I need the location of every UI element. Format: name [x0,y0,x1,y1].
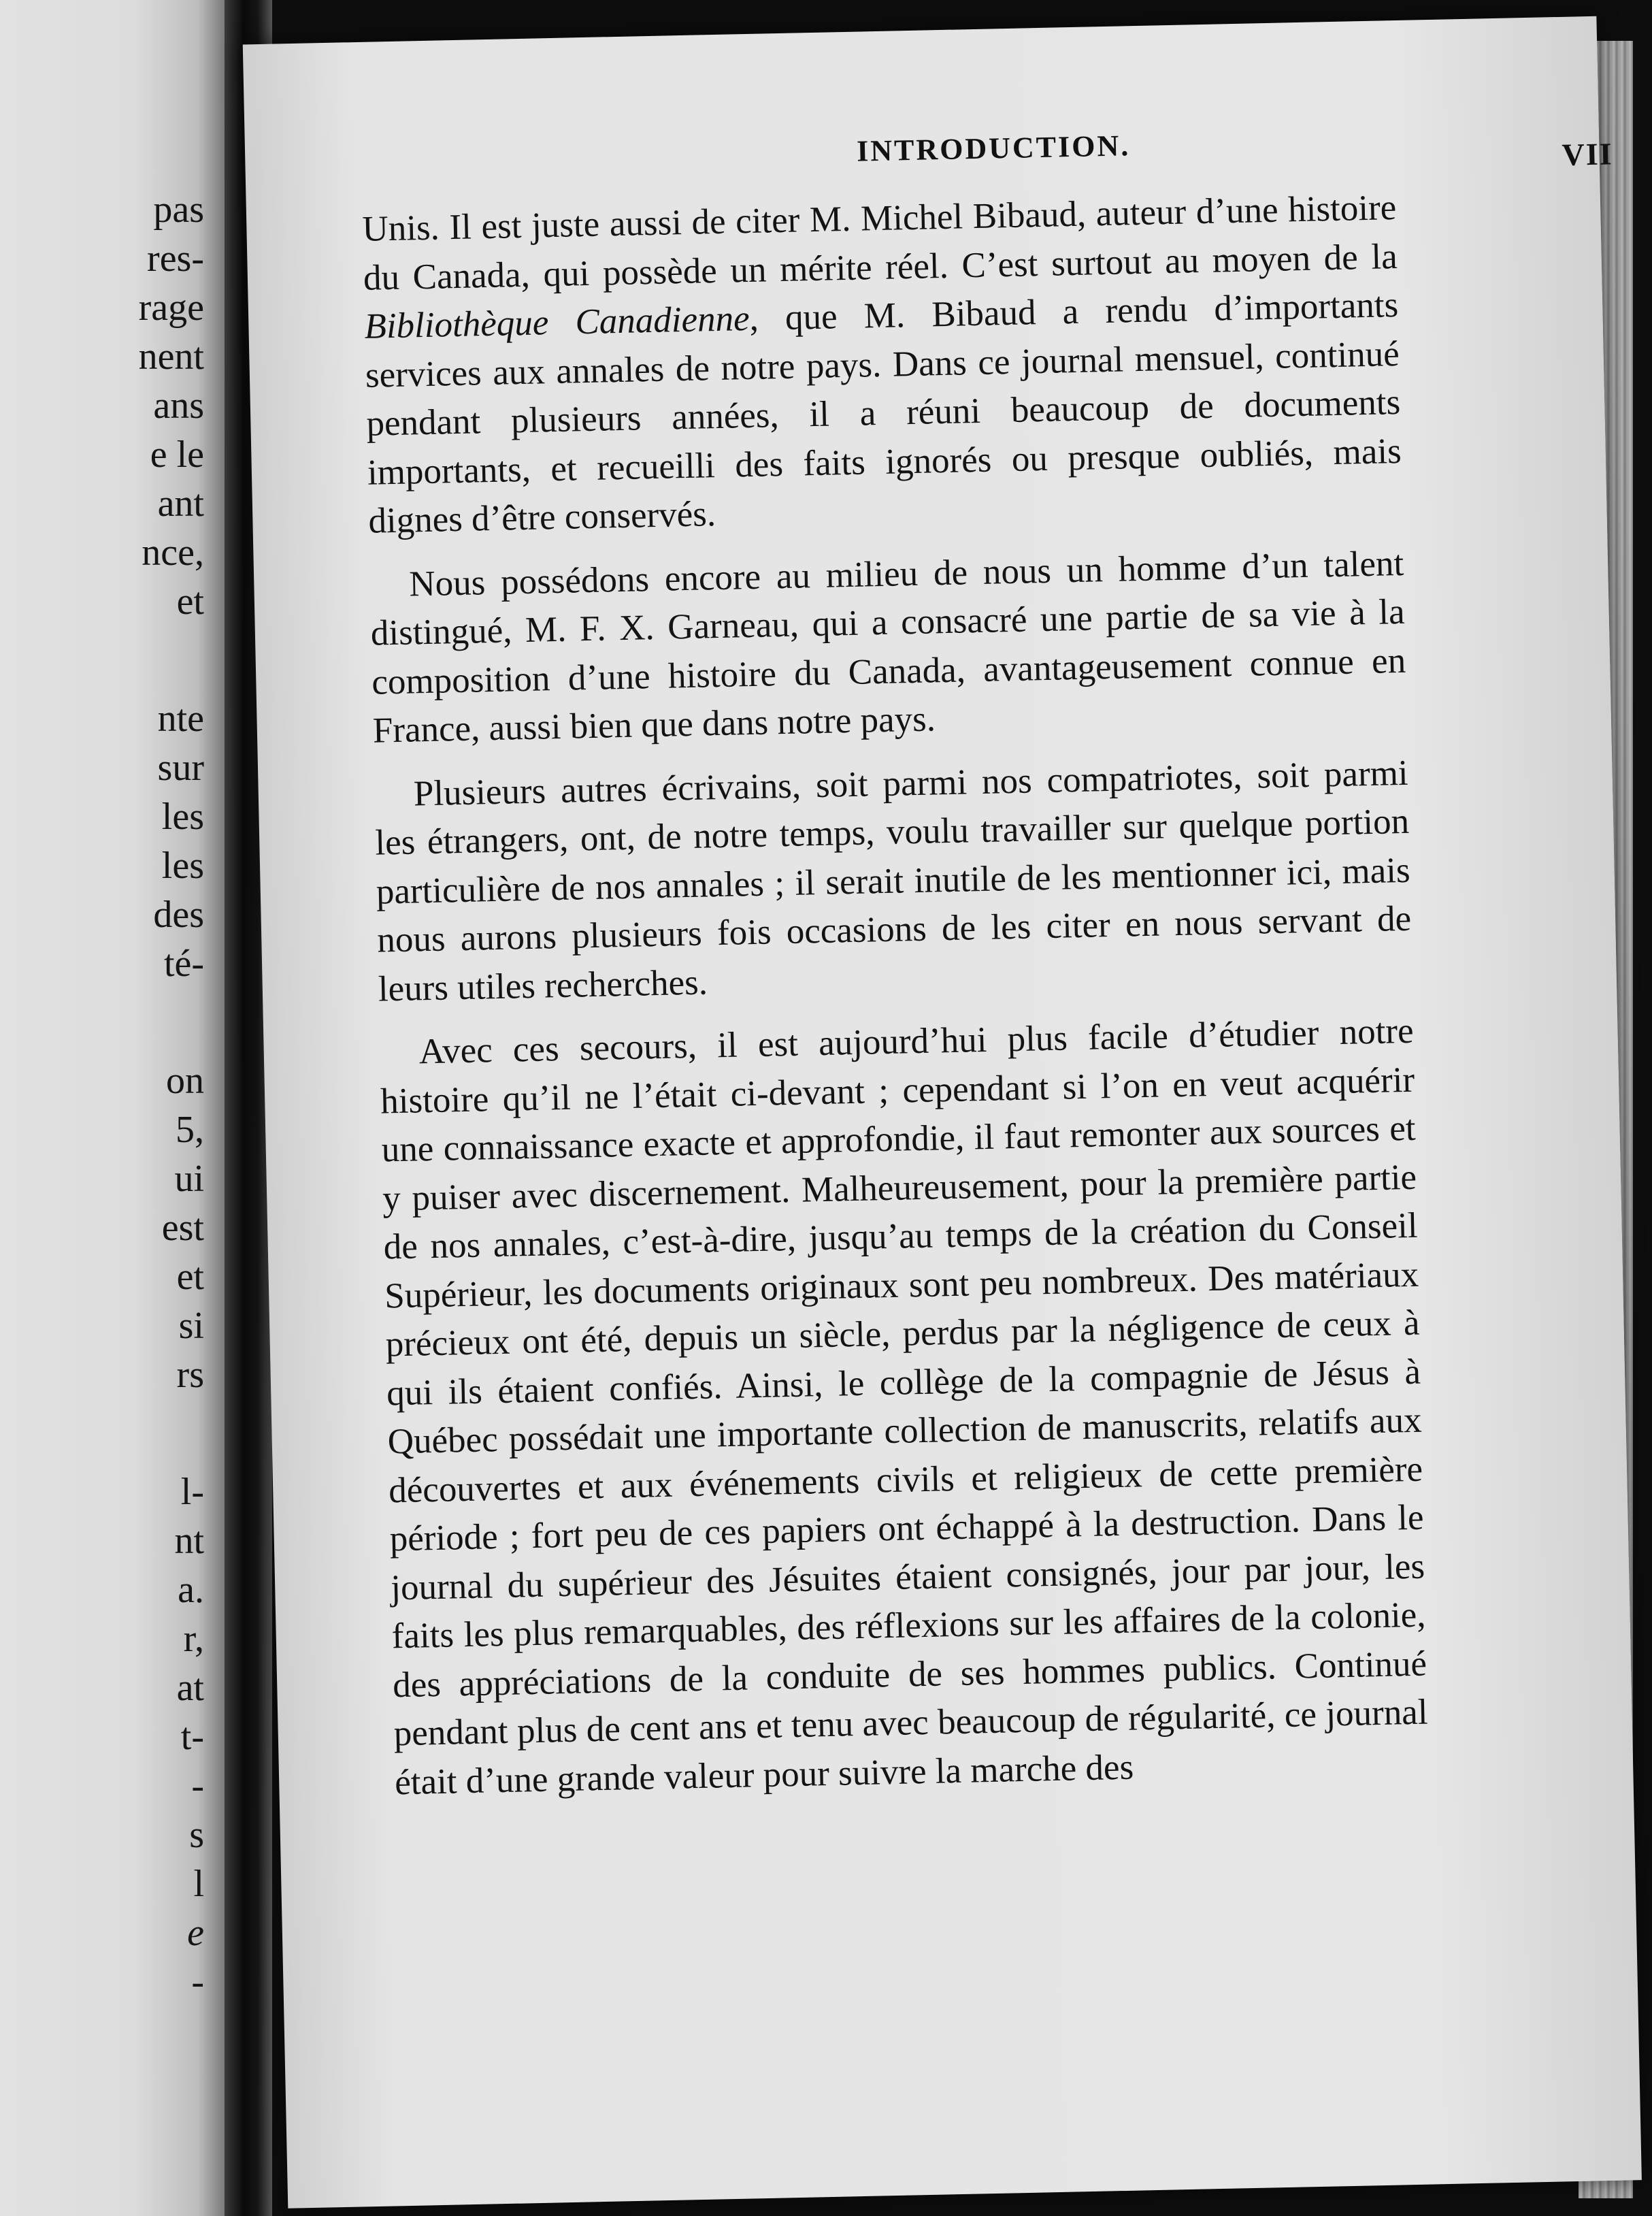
book-page [243,16,1642,2209]
left-page-line: res- [147,238,204,280]
left-page-line: nte [157,698,204,740]
left-page-line: at [176,1667,204,1709]
previous-page-fragment [0,0,225,2216]
book-title: Bibliothèque Canadienne [363,298,750,346]
paragraph-text: Unis. Il est juste aussi de citer M. Michel Bibaud, auteur d’une histoire du Canada, qui possède un mérite réel. C’est surtout au moyen de la [361,188,1398,298]
running-head: INTRODUCTION. [856,129,1131,168]
left-page-line: s [189,1814,204,1856]
left-page-line: té- [163,943,204,985]
body-text [362,184,1430,1822]
left-page-line: sur [157,747,204,789]
paragraph [362,184,1403,546]
left-page-line: 5, [176,1109,204,1151]
left-page-line: nt [174,1520,204,1562]
left-page-line: des [153,894,204,936]
left-page-line: est [161,1207,204,1249]
left-page-line: a. [178,1569,204,1611]
left-page-line: rs [176,1354,204,1396]
left-page-line: e le [150,434,204,476]
left-page-line: les [161,845,204,887]
left-page-line: l [193,1863,204,1905]
left-page-line: nent [138,336,204,378]
left-page-line: rage [138,287,204,329]
left-page-line: - [191,1765,204,1807]
left-page-line: e [187,1912,204,1954]
left-page-line: nce, [142,532,204,574]
left-page-line: ui [174,1158,204,1200]
left-page-line: on [166,1060,204,1102]
left-page-line: pas [153,189,204,231]
left-page-line: et [176,1256,204,1298]
left-page-line: r, [183,1618,204,1660]
left-page-line: et [176,581,204,623]
left-page-line: les [161,796,204,838]
paragraph: Nous possédons encore au milieu de nous un homme d’un talent distingué, M. F. X. Garneau, qui a consacré une partie de sa vie à la composition d’une histoire du Canada, avantageusement connue en France, aussi bien que dans notre pays. [370,543,1406,751]
paragraph: Avec ces secours, il est aujourd’hui plus facile d’étudier notre histoire qu’il ne l’était ci-devant ; cependant si l’on en veut acquérir une connaissance exacte et approfondie, il faut remonter aux sources et y puiser avec discernement. Malheureusement, pour la première partie de nos annales, c’est-à-dire, jusqu’au temps de la création du Conseil Supérieur, les documents originaux sont peu nombreux. Des matériaux précieux ont été, depuis un siècle, perdus par la négligence de ceux à qui ils étaient confiés. Ainsi, le collège de la compagnie de Jésus à Québec possédait une importante collection de manuscrits, relatifs aux découvertes et aux événements civils et religieux de cette première période ; fort peu de ces papiers ont échappé à la destruction. Dans le journal du supérieur des Jésuites étaient consignés, jour par jour, les faits les plus remarquables, des réflexions sur les affaires de la colonie, des appréciations de la conduite de ses hommes publics. Continué pendant plus de cent ans et tenu avec beaucoup de régularité, ce journal était d’une grande valeur pour suivre la marche des [380,1011,1429,1802]
paragraph-text: , que M. Bibaud a rendu d’importants services aux annales de notre pays. Dans ce journal mensuel, continué pendant plusieurs années, il a réuni beaucoup de documents importants, et recueilli des faits ignorés ou presque oubliés, mais dignes d’être conservés. [365,285,1402,541]
left-page-line: ans [153,385,204,427]
page-number: VII [1562,136,1614,172]
left-page-line: l- [180,1471,204,1513]
paragraph: Plusieurs autres écrivains, soit parmi nos compatriotes, soit parmi les étrangers, ont, de notre temps, voulu travailler sur quelque portion particulière de nos annales ; il serait inutile de les mentionner ici, mais nous aurons plusieurs fois occasions de les citer en nous servant de leurs utiles recherches. [374,753,1412,1009]
left-page-line: ant [157,483,204,525]
left-page-line: si [178,1305,204,1347]
left-page-line: - [191,1961,204,2003]
left-page-line: t- [180,1716,204,1758]
